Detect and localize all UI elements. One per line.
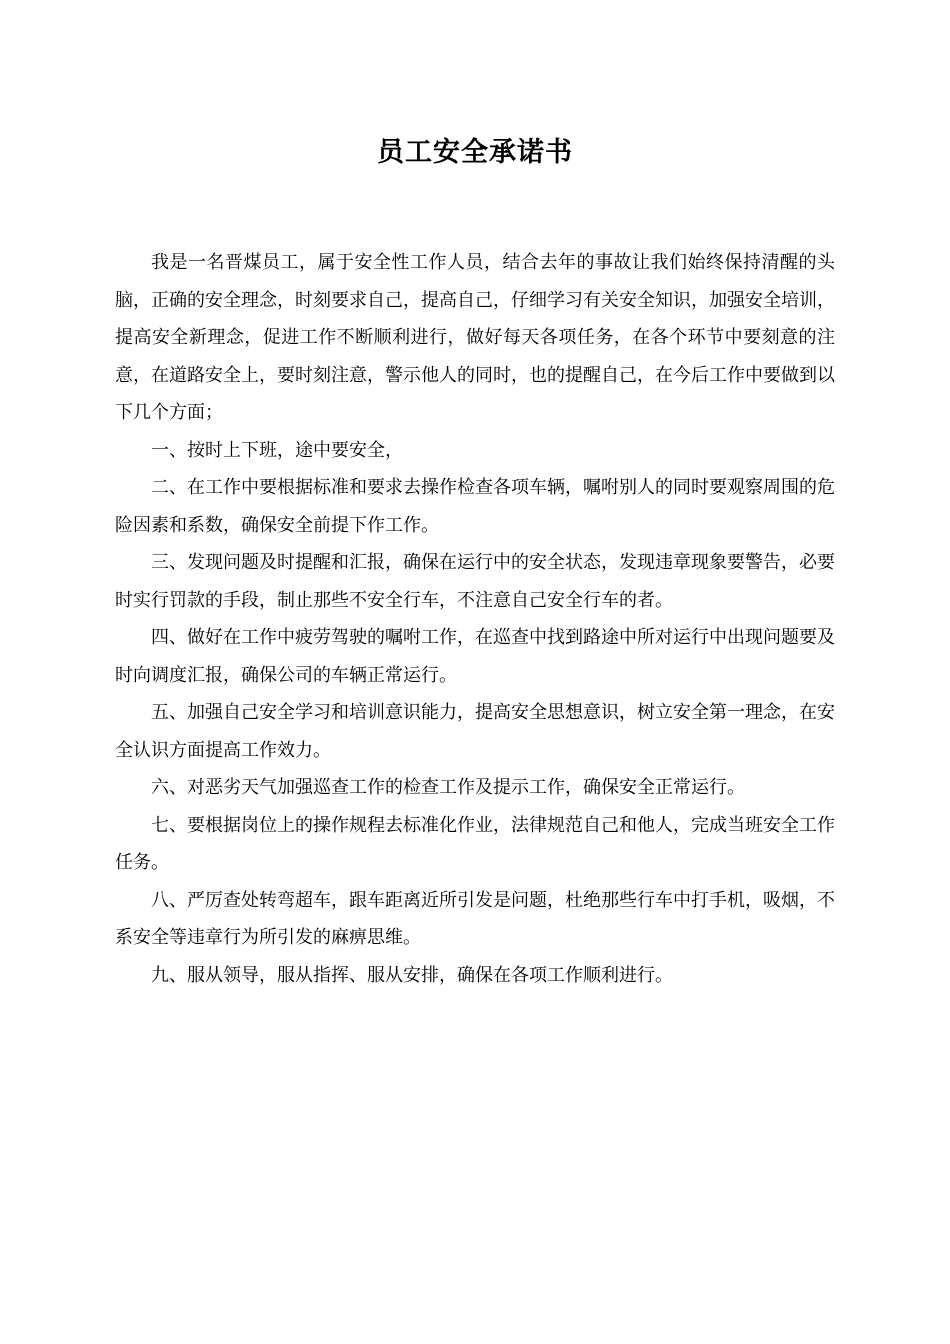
- commitment-item-5: 五、加强自己安全学习和培训意识能力，提高安全思想意识，树立安全第一理念，在安全认识方面提高工作效力。: [115, 702, 835, 761]
- commitment-item-1: 一、按时上下班，途中要安全，: [151, 439, 403, 461]
- commitment-item-9: 九、服从领导，服从指挥、服从安排，确保在各项工作顺利进行。: [151, 964, 673, 986]
- commitment-item-4: 四、做好在工作中疲劳驾驶的嘱咐工作，在巡查中找到路途中所对运行中出现问题要及时向调度汇报，确保公司的车辆正常运行。: [115, 627, 835, 686]
- commitment-item-6: 六、对恶劣天气加强巡查工作的检查工作及提示工作，确保安全正常运行。: [151, 777, 745, 798]
- intro-paragraph: 我是一名晋煤员工，属于安全性工作人员，结合去年的事故让我们始终保持清醒的头脑，正确的安全理念，时刻要求自己，提高自己，仔细学习有关安全知识，加强安全培训，提高安全新理念，促进工作不断顺利进行，做好每天各项任务，在各个环节中要刻意的注意，在道路安全上，要时刻注意，警示他人的同时，也的提醒自己，在今后工作中要做到以下几个方面；: [115, 252, 835, 423]
- commitment-item-2: 二、在工作中要根据标准和要求去操作检查各项车辆，嘱咐别人的同时要观察周围的危险因素和系数，确保安全前提下作工作。: [115, 477, 835, 536]
- commitment-item-8: 八、严厉查处转弯超车，跟车距离近所引发是问题，杜绝那些行车中打手机，吸烟，不系安全等违章行为所引发的麻痹思维。: [115, 889, 835, 948]
- commitment-item-3: 三、发现问题及时提醒和汇报，确保在运行中的安全状态，发现违章现象要警告，必要时实行罚款的手段，制止那些不安全行车，不注意自己安全行车的者。: [115, 552, 835, 611]
- document-title: 员工安全承诺书: [377, 137, 573, 168]
- commitment-item-7: 七、要根据岗位上的操作规程去标准化作业，法律规范自己和他人，完成当班安全工作任务。: [115, 814, 835, 873]
- document-body: [115, 244, 835, 994]
